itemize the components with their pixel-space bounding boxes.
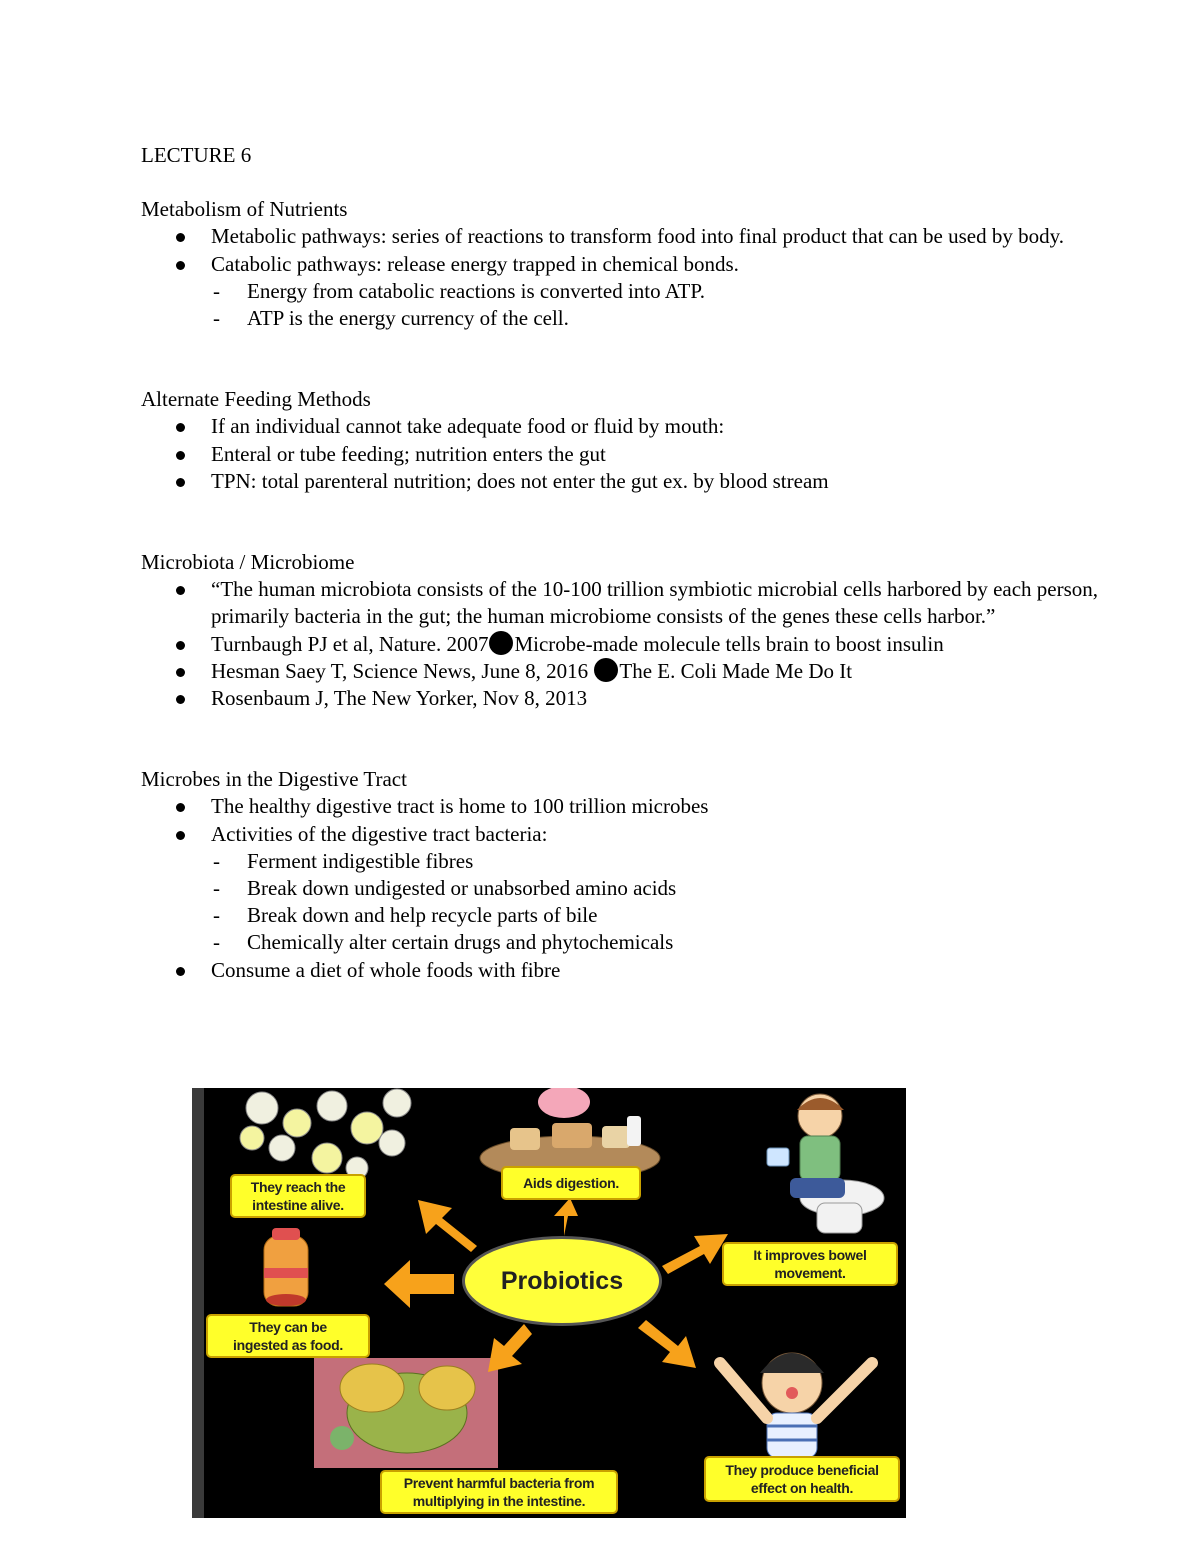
list-item: TPN: total parenteral nutrition; does not enter the gut ex. by blood stream [141, 468, 1101, 495]
section-microbiota [141, 549, 1101, 712]
bullet-icon [176, 641, 185, 650]
dash-icon: - [213, 930, 220, 955]
label-aids-digestion: Aids digestion. [501, 1166, 641, 1200]
list-item: Metabolic pathways: series of reactions to transform food into final product that can be used by body. [141, 223, 1101, 250]
list-item: Turnbaugh PJ et al, Nature. 2007 Microbe-made molecule tells brain to boost insulin [141, 631, 1101, 658]
probiotics-center-label: Probiotics [462, 1236, 662, 1326]
section-feeding [141, 386, 1101, 495]
happy-boy-icon [720, 1353, 872, 1458]
dash-icon: - [213, 876, 220, 901]
arrow-up-icon [554, 1198, 578, 1236]
label-ingested-food: They can be ingested as food. [206, 1314, 370, 1358]
list-item: If an individual cannot take adequate food or fluid by mouth: [141, 413, 1101, 440]
bullet-icon [176, 451, 185, 460]
toilet-boy-icon [767, 1094, 884, 1233]
arrow-left-icon [384, 1260, 454, 1308]
sub-list-item: - Break down undigested or unabsorbed amino acids [141, 875, 1101, 902]
arrow-up-right-icon [662, 1234, 728, 1274]
label-reach-intestine: They reach the intestine alive. [230, 1174, 366, 1218]
list-item: Hesman Saey T, Science News, June 8, 2016 The E. Coli Made Me Do It [141, 658, 1101, 685]
yogurt-bottle-icon [264, 1228, 308, 1306]
section-heading: Alternate Feeding Methods [141, 387, 371, 412]
arrow-up-left-icon [418, 1200, 477, 1252]
dash-icon: - [213, 848, 220, 873]
lecture-notes [141, 142, 1101, 1038]
label-bowel-movement: It improves bowel movement. [722, 1242, 898, 1286]
dash-icon: - [213, 278, 220, 303]
section-heading: Metabolism of Nutrients [141, 197, 348, 222]
sub-list-item: - Energy from catabolic reactions is converted into ATP. [141, 278, 1101, 305]
probiotics-figure [192, 1088, 906, 1518]
microbe-crowd-icon [240, 1089, 411, 1179]
sub-list-item: - Break down and help recycle parts of bile [141, 902, 1101, 929]
bullet-icon [176, 695, 185, 704]
label-prevent-harmful: Prevent harmful bacteria from multiplying in the intestine. [380, 1470, 618, 1514]
ink-blot-icon [594, 658, 618, 682]
section-heading: Microbes in the Digestive Tract [141, 767, 407, 792]
list-item: “The human microbiota consists of the 10-100 trillion symbiotic microbial cells harbored by each person, primarily bacteria in the gut; the human microbiome consists of the genes these cells harbor.” [141, 576, 1101, 630]
microbes-fighting-icon [314, 1358, 498, 1468]
bullet-icon [176, 668, 185, 677]
bullet-icon [176, 423, 185, 432]
bullet-icon [176, 478, 185, 487]
section-metabolism [141, 196, 1101, 332]
list-item: Catabolic pathways: release energy trapped in chemical bonds. [141, 251, 1101, 278]
bullet-icon [176, 803, 185, 812]
list-item: Rosenbaum J, The New Yorker, Nov 8, 2013 [141, 685, 1101, 712]
dash-icon: - [213, 903, 220, 928]
sub-list-item: - Ferment indigestible fibres [141, 848, 1101, 875]
label-beneficial-effect: They produce beneficial effect on health. [704, 1456, 900, 1502]
list-item: Activities of the digestive tract bacteria: [141, 821, 1101, 848]
list-item: Enteral or tube feeding; nutrition enters the gut [141, 441, 1101, 468]
list-item: Consume a diet of whole foods with fibre [141, 957, 1101, 984]
arrow-down-left-icon [488, 1324, 532, 1372]
dash-icon: - [213, 306, 220, 331]
bullet-icon [176, 586, 185, 595]
sub-list-item: - ATP is the energy currency of the cell. [141, 305, 1101, 332]
bullet-icon [176, 831, 185, 840]
arrow-down-right-icon [638, 1320, 696, 1368]
section-heading: Microbiota / Microbiome [141, 550, 355, 575]
ink-blot-icon [489, 631, 513, 655]
bullet-icon [176, 261, 185, 270]
bullet-icon [176, 233, 185, 242]
section-microbes-digestive [141, 766, 1101, 984]
lecture-title: LECTURE 6 [141, 143, 252, 167]
bullet-icon [176, 967, 185, 976]
sub-list-item: - Chemically alter certain drugs and phytochemicals [141, 929, 1101, 956]
list-item: The healthy digestive tract is home to 100 trillion microbes [141, 793, 1101, 820]
